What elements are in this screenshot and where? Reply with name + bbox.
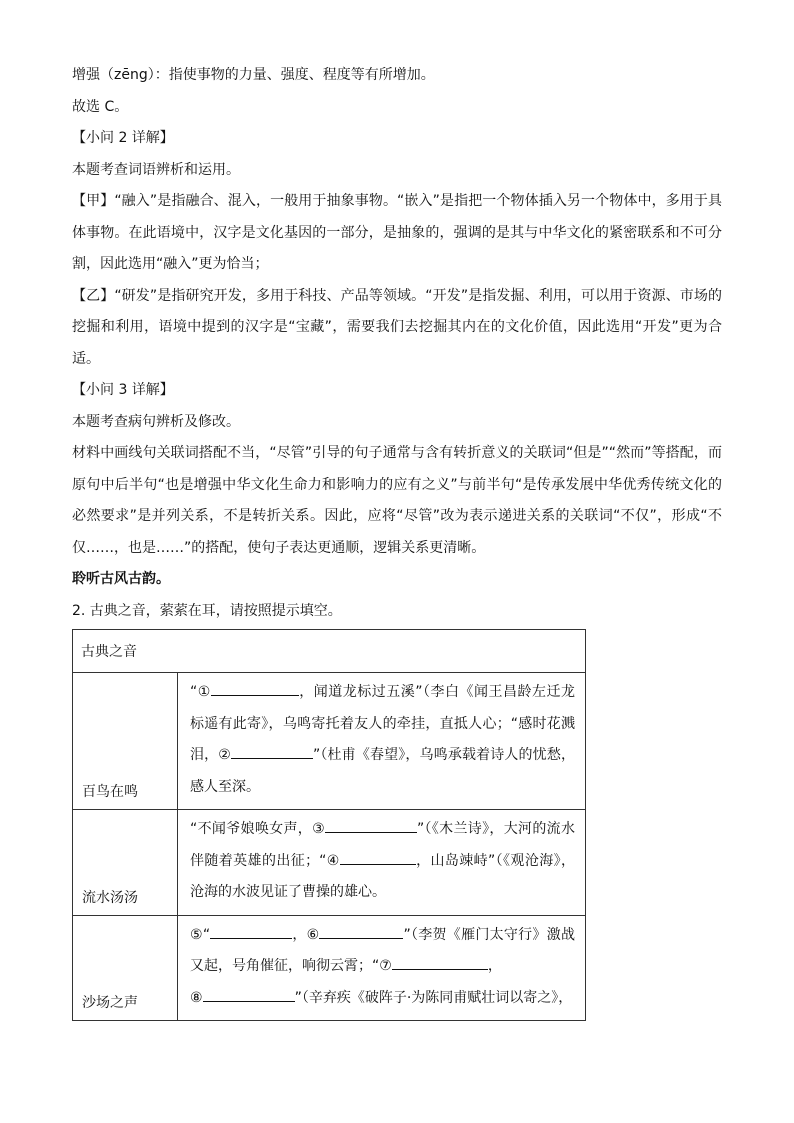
- explanation-sentence: 材料中画线句关联词搭配不当，“尽管”引导的句子通常与含有转折意义的关联词“但是”“然而”等搭配，而原句中后半句“也是增强中华文化生命力和影响力的应有之义”与前半句“是传承发展中华优秀传统文化的必然要求”是并列关系，不是转折关系。因此，应将“尽管”改为表示递进关系的关联词“不仅”，形成“不仅……，也是……”的搭配，使句子表达更通顺，逻辑关系更清晰。: [72, 445, 722, 556]
- blank-3[interactable]: [325, 816, 417, 833]
- table-row: [73, 810, 586, 916]
- row-content: “① ，闻道龙标过五溪”（李白《闻王昌龄左迁龙标遥有此寄》，乌鸣寄托着友人的牵挂，直抵人心；“感时花溅泪，② ”（杜甫《春望》，乌鸣承载着诗人的忧愁，感人至深。: [178, 673, 586, 810]
- question-stem: 2. 古典之音，萦萦在耳，请按照提示填空。: [72, 602, 342, 619]
- blank-7[interactable]: [392, 953, 488, 970]
- table-header: 古典之音: [73, 630, 586, 673]
- blank-2[interactable]: [231, 742, 313, 759]
- row-category: 流水汤汤: [73, 810, 178, 916]
- blank-4[interactable]: [340, 848, 416, 865]
- subquestion-heading-3: 【小问 3 详解】: [72, 382, 174, 398]
- answer-line: 故选 C。: [72, 98, 129, 115]
- subquestion-heading-2: 【小问 2 详解】: [72, 130, 174, 146]
- section-title: 聆听古风古韵。: [72, 571, 170, 587]
- topic-line: 本题考查病句辨析及修改。: [72, 413, 240, 430]
- poem-fill-table: [72, 629, 586, 1021]
- document-page: [72, 60, 722, 1021]
- table-row: [73, 915, 586, 1021]
- row-category: 百鸟在鸣: [73, 673, 178, 810]
- row-content: ⑤“ ，⑥ ”（李贺《雁门太守行》激战又起，号角催征，响彻云霄；“⑦ ， ⑧ ”（辛弃疾《破阵子·为陈同甫赋壮词以寄之》，: [178, 915, 586, 1021]
- definition-line: 增强（zēng）：指使事物的力量、强度、程度等有所增加。: [72, 67, 435, 83]
- table-row: [73, 673, 586, 810]
- row-content: “不闻爷娘唤女声，③ ”（《木兰诗》，大河的流水伴随着英雄的出征；“④ ，山岛竦峙”（《观沧海》，沧海的水波见证了曹操的雄心。: [178, 810, 586, 916]
- explanation-jia: 【甲】“融入”是指融合、混入，一般用于抽象事物。“嵌入”是指把一个物体插入另一个物体中，多用于具体事物。在此语境中，汉字是文化基因的一部分，是抽象的，强调的是其与中华文化的紧密联系和不可分割，因此选用“融入”更为恰当；: [72, 193, 722, 272]
- topic-line: 本题考查词语辨析和运用。: [72, 161, 240, 178]
- explanation-yi: 【乙】“研发”是指研究开发，多用于科技、产品等领域。“开发”是指发掘、利用，可以用于资源、市场的挖掘和利用，语境中提到的汉字是“宝藏”，需要我们去挖掘其内在的文化价值，因此选用“开发”更为合适。: [72, 287, 722, 367]
- blank-8[interactable]: [203, 985, 295, 1002]
- blank-1[interactable]: [211, 679, 299, 696]
- row-category: 沙场之声: [73, 915, 178, 1021]
- blank-6[interactable]: [319, 922, 403, 939]
- blank-5[interactable]: [210, 922, 292, 939]
